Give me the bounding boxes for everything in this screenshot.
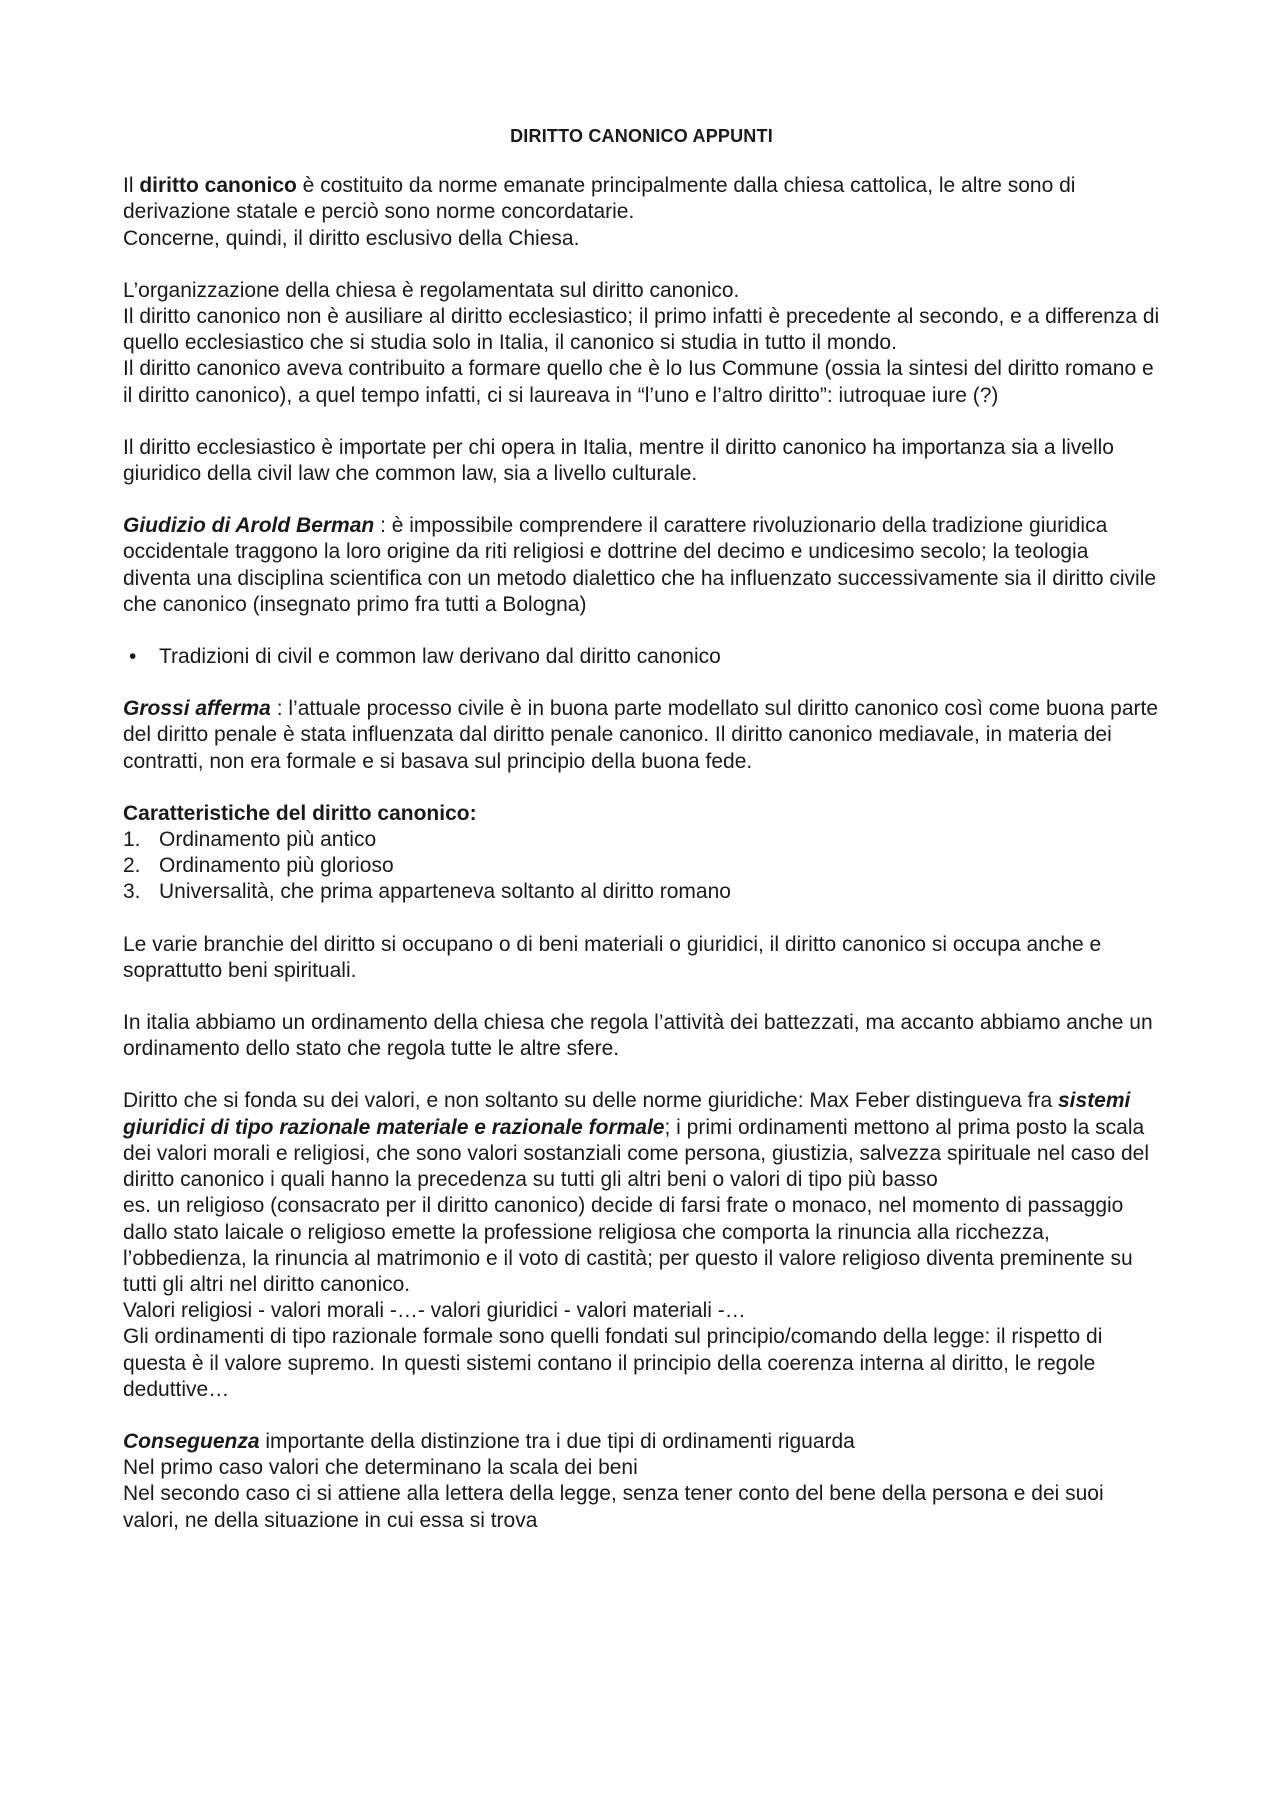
text-run: ; i primi ordinamenti mettono al prima posto la scala dei valori morali e religiosi, che sono valori sostanziali come persona, giustizia, salvezza spirituale nel caso del diritto canonico i quali hanno la precedenza su tutti gli altri beni o valori di tipo più basso — [123, 1115, 1149, 1192]
features-list — [123, 827, 1160, 906]
bullet-item — [123, 644, 1160, 670]
paragraph-definition — [123, 173, 1160, 252]
list-text: Universalità, che prima apparteneva soltanto al diritto romano — [159, 880, 731, 904]
text-line: Gli ordinamenti di tipo razionale formale sono quelli fondati sul principio/comando della legge: il rispetto di questa è il valore supremo. In questi sistemi contano il principio della coerenza interna al diritto, le regole deduttive… — [123, 1325, 1103, 1401]
paragraph-importance: Il diritto ecclesiastico è importate per chi opera in Italia, mentre il diritto canonico ha importanza sia a livello giuridico della civil law che common law, sia a livello culturale. — [123, 435, 1114, 486]
text-line: Valori religiosi - valori morali -…- valori giuridici - valori materiali -… — [123, 1299, 746, 1323]
text-line: Nel primo caso valori che determinano la scala dei beni — [123, 1456, 638, 1480]
bullet-icon: • — [129, 645, 137, 669]
text-run: : l’attuale processo civile è in buona parte modellato sul diritto canonico così come buona parte del diritto penale è stata influenzata dal diritto penale canonico. Il diritto canonico mediavale, in materia dei contratti, non era formale e si basava sul principio della buona fede. — [123, 697, 1159, 773]
list-item — [123, 853, 1160, 879]
list-text: Ordinamento più antico — [159, 828, 377, 852]
text-run: importante della distinzione tra i due tipi di ordinamenti riguarda — [259, 1429, 855, 1453]
text-line: Il diritto canonico aveva contribuito a formare quello che è lo Ius Commune (ossia la sintesi del diritto romano e il diritto canonico), a quel tempo infatti, ci si laureava in “l’uno e l’altro diritto”: iutroquae iure (?) — [123, 357, 1154, 407]
paragraph-grossi — [123, 696, 1160, 775]
text-line: es. un religioso (consacrato per il diritto canonico) decide di farsi frate o monaco, nel momento di passaggio dallo stato laicale o religioso emette la professione religiosa che comporta la rinuncia alla ricchezza, l’obbedienza, la rinuncia al matrimonio e il voto di castità; per questo il valore religioso diventa preminente su tutti gli altri nel diritto canonico. — [123, 1194, 1133, 1296]
text-line: Il diritto canonico non è ausiliare al diritto ecclesiastico; il primo infatti è precedente al secondo, e a differenza di quello ecclesiastico che si studia solo in Italia, il canonico si studia in tutto il mondo. — [123, 305, 1160, 355]
bold-italic-term: sistemi giuridici di tipo razionale materiale e razionale formale — [123, 1089, 1131, 1139]
text-run: : è impossibile comprendere il carattere rivoluzionario della tradizione giuridica occidentale traggono la loro origine da riti religiosi e dottrine del decimo e undicesimo secolo; la teologia diventa una disciplina scientifica con un metodo dialettico che ha influenzato successivamente sia il diritto civile che canonico (insegnato primo fra tutti a Bologna) — [123, 514, 1157, 616]
features-section — [123, 801, 1160, 906]
page-title: DIRITTO CANONICO APPUNTI — [510, 126, 773, 146]
list-item — [123, 827, 1160, 853]
list-item — [123, 879, 1160, 905]
list-number: 3. — [123, 880, 141, 904]
paragraph-italy: In italia abbiamo un ordinamento della chiesa che regola l’attività dei battezzati, ma accanto abbiamo anche un ordinamento dello stato che regola tutte le altre sfere. — [123, 1011, 1153, 1061]
features-heading: Caratteristiche del diritto canonico: — [123, 801, 477, 825]
text-line: L’organizzazione della chiesa è regolamentata sul diritto canonico. — [123, 278, 740, 302]
text-run: Diritto che si fonda su dei valori, e non soltanto su delle norme giuridiche: Max Feber distingueva fra — [123, 1089, 1058, 1113]
bold-italic-heading: Giudizio di Arold Berman — [123, 514, 375, 538]
bold-italic-heading: Grossi afferma — [123, 697, 271, 721]
paragraph-branches: Le varie branchie del diritto si occupano o di beni materiali o giuridici, il diritto canonico si occupa anche e soprattutto beni spirituali. — [123, 932, 1102, 982]
paragraph-berman — [123, 513, 1160, 618]
list-text: Ordinamento più glorioso — [159, 854, 394, 878]
paragraph-organization — [123, 278, 1160, 409]
bullet-text: Tradizioni di civil e common law derivano dal diritto canonico — [159, 645, 721, 669]
list-number: 2. — [123, 854, 141, 878]
text-run: Il — [123, 174, 140, 198]
bold-term: diritto canonico — [139, 174, 297, 198]
paragraph-values — [123, 1088, 1160, 1402]
text-run: è costituito da norme emanate principalmente dalla chiesa cattolica, le altre sono di derivazione statale e perciò sono norme concordatarie. — [123, 174, 1076, 224]
list-number: 1. — [123, 828, 141, 852]
bold-italic-heading: Conseguenza — [123, 1429, 260, 1453]
text-line: Nel secondo caso ci si attiene alla lettera della legge, senza tener conto del bene della persona e dei suoi valori, ne della situazione in cui essa si trova — [123, 1482, 1104, 1532]
text-line: Concerne, quindi, il diritto esclusivo della Chiesa. — [123, 226, 580, 250]
paragraph-consequence — [123, 1429, 1160, 1534]
